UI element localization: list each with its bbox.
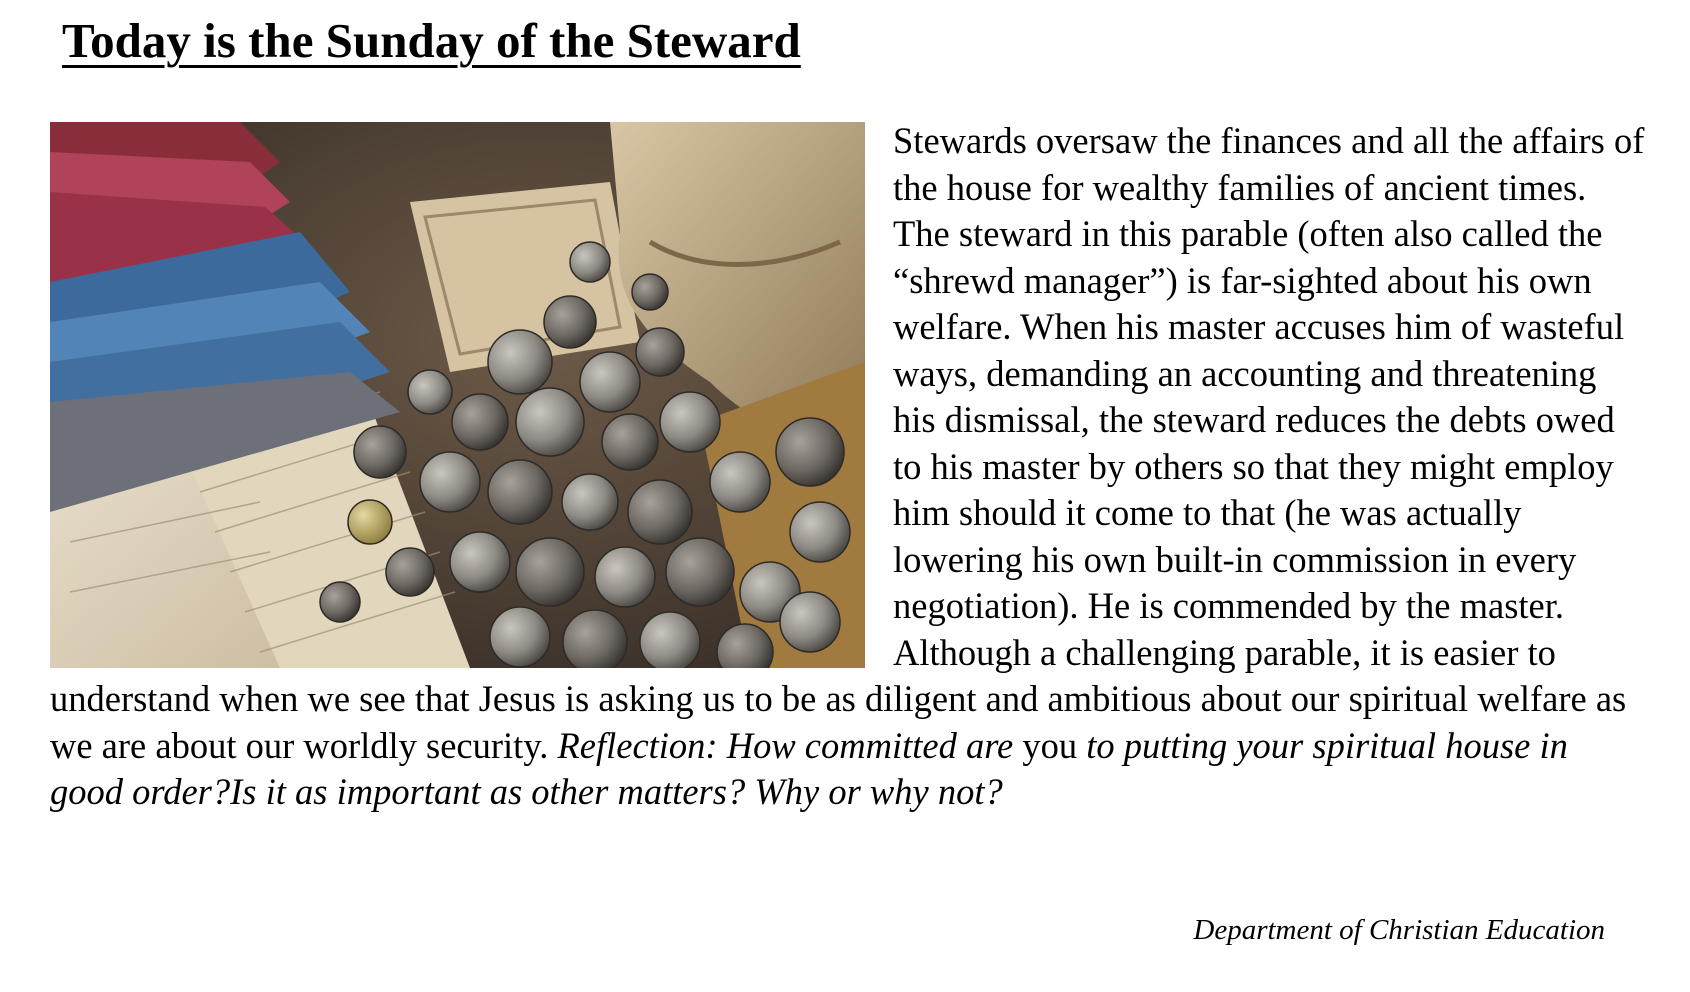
coins-and-ledgers-photo — [50, 122, 865, 668]
body-text: Stewards oversaw the finances and all the affairs of the house for wealthy families of ancient times. The steward in this parable (often also called the “shrewd manager”) is far-sighted about his own welfare. When his master accuses him of wasteful ways, demanding an accounting and threatening his dismissal, the steward reduces the debts owed to his master by others so that they might employ him should it come to that (he was actually lowering his own built-in commission in every negotiation). He is commended by the master. Although a challenging parable, it is easier to understand when we see that Jesus is asking us to be as diligent and ambitious about our spiritual welfare as we are about our worldly security. — [50, 120, 1645, 766]
coins-photo-icon — [50, 122, 865, 668]
article — [50, 118, 1645, 816]
footer-credit: Department of Christian Education — [1193, 914, 1605, 946]
reflection-you: you — [1022, 724, 1078, 766]
reflection-question-part2: to putting your spiritual house in good order?Is it as important as other matters? Why or why not? — [50, 724, 1568, 812]
reflection-question-part1: Reflection: How committed are — [557, 724, 1014, 766]
page-title: Today is the Sunday of the Steward — [62, 13, 801, 68]
